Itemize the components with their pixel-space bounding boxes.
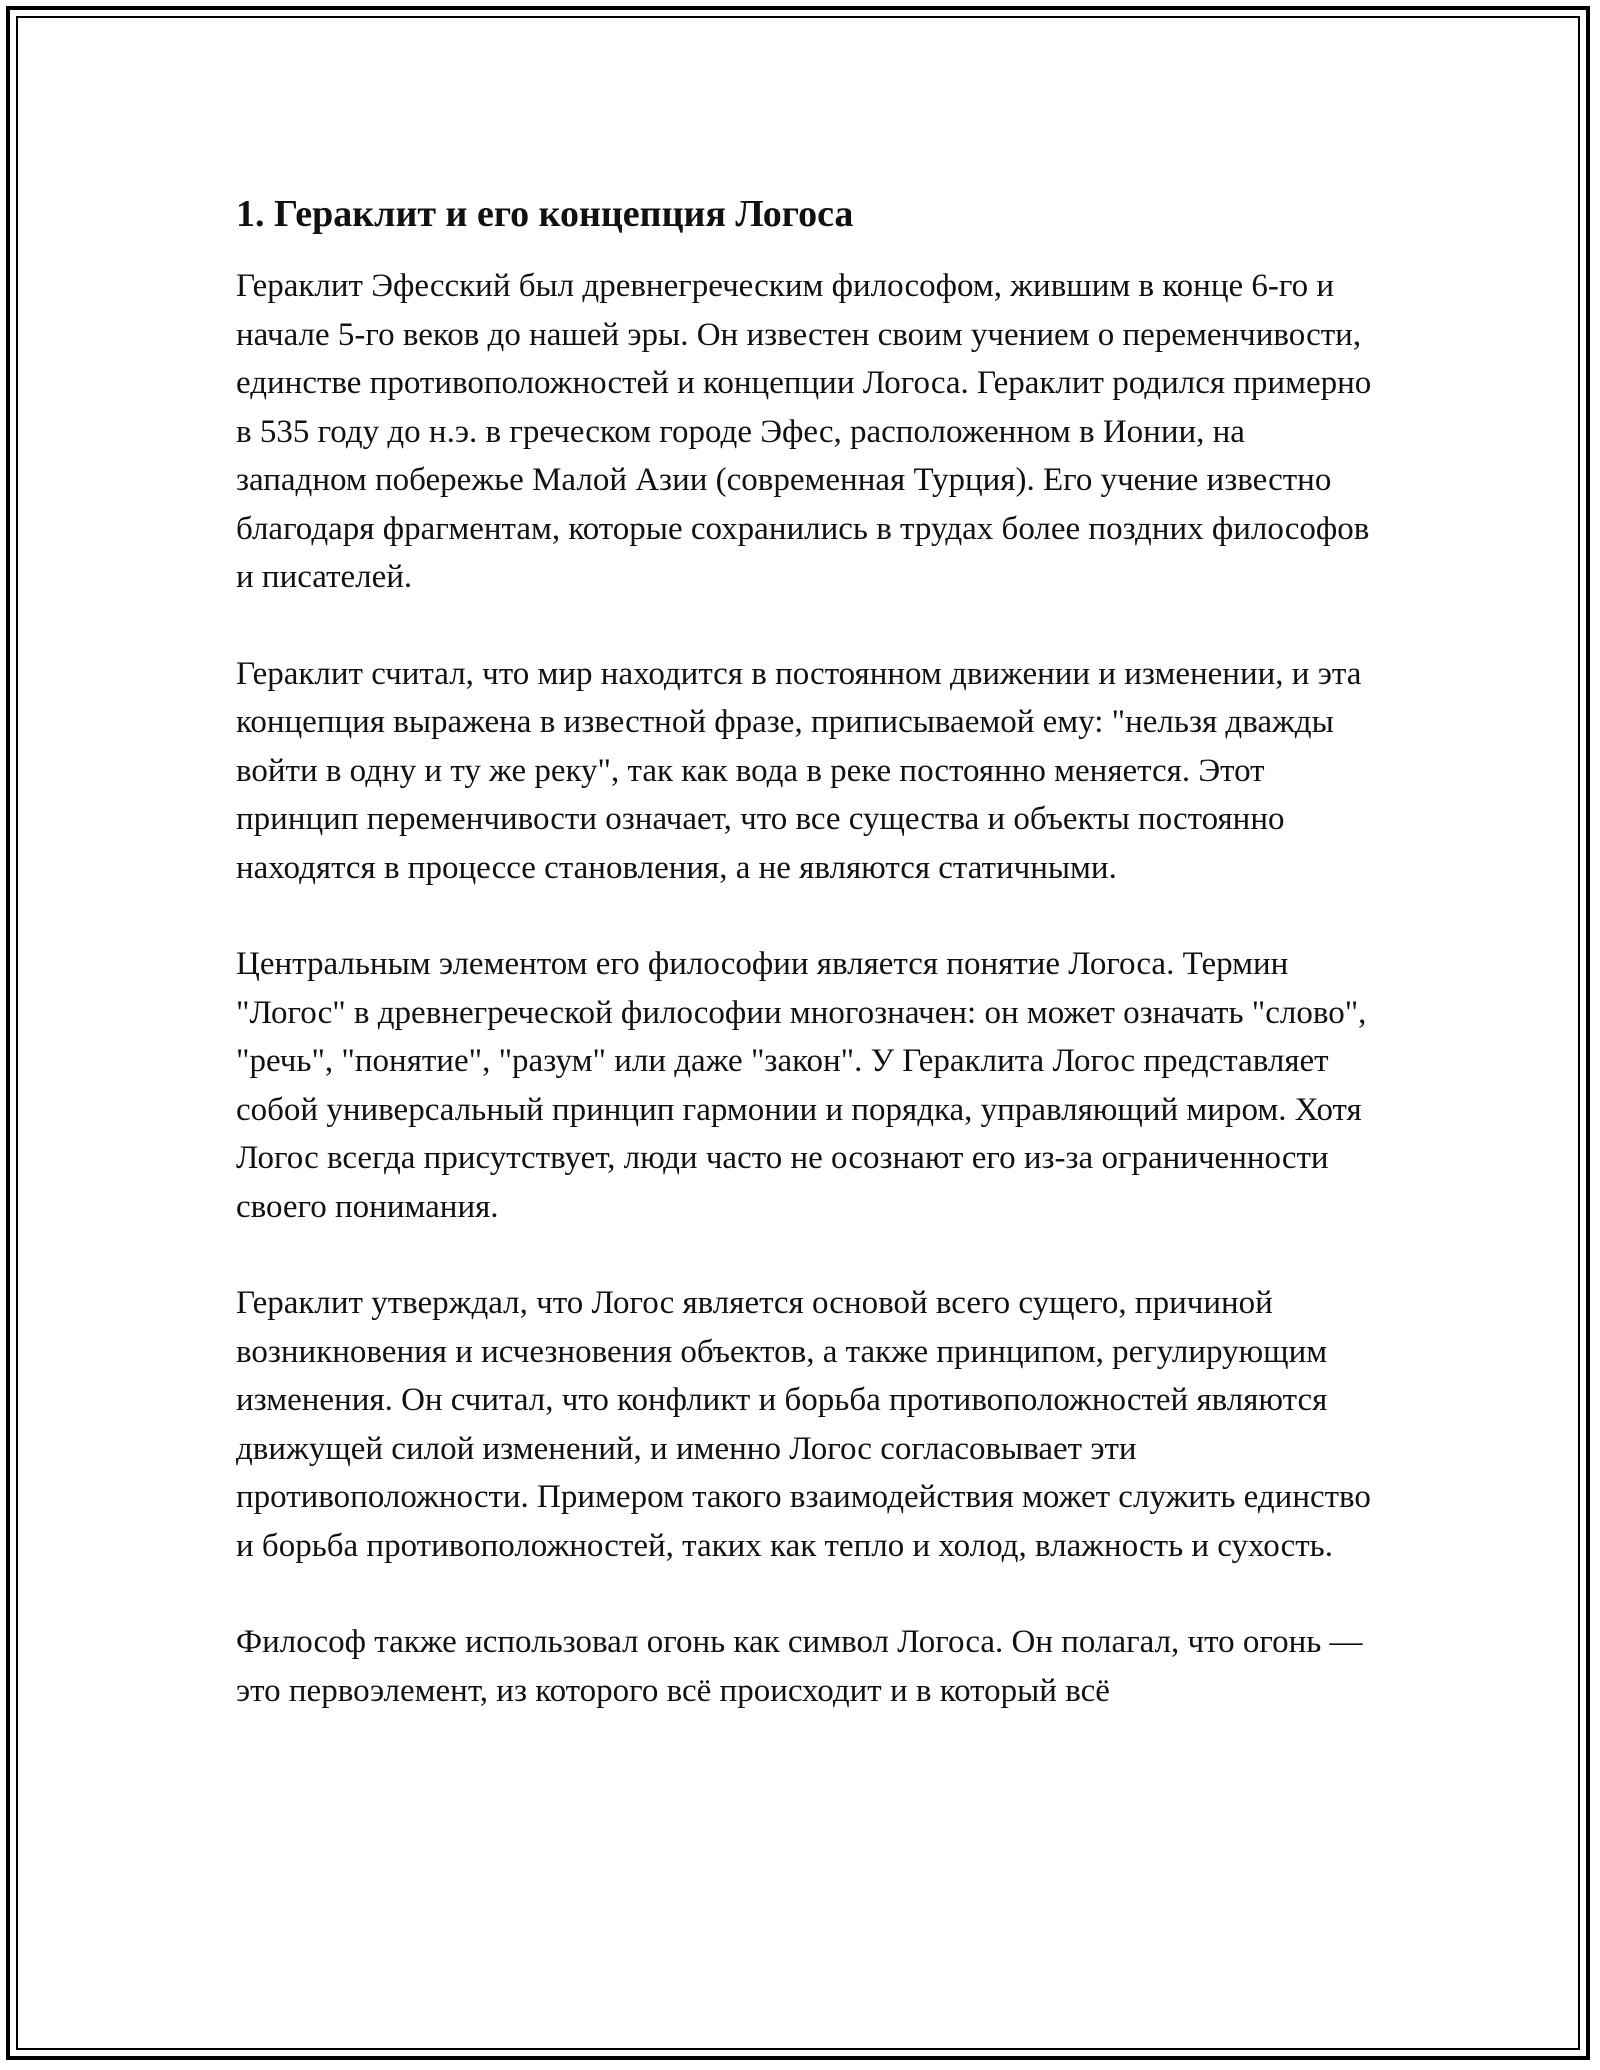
section-heading: 1. Гераклит и его концепция Логоса [236, 193, 854, 235]
document-body [236, 188, 1376, 1715]
paragraph-4: Гераклит утверждал, что Логос является основой всего сущего, причиной возникновения и исчезновения объектов, а также принципом, регулирующим изменения. Он считал, что конфликт и борьба противоположностей являются движущей силой изменений, и именно Логос согласовывает эти противоположности. Примером такого взаимодействия может служить единство и борьба противоположностей, таких как тепло и холод, влажность и сухость. [236, 1285, 1371, 1564]
paragraph-2: Гераклит считал, что мир находится в постоянном движении и изменении, и эта концепция выражена в известной фразе, приписываемой ему: "нельзя дважды войти в одну и ту же реку", так как вода в реке постоянно меняется. Этот принцип переменчивости означает, что все существа и объекты постоянно находятся в процессе становления, а не являются статичными. [236, 655, 1362, 886]
paragraph-3: Центральным элементом его философии является понятие Логоса. Термин "Логос" в древнегреческой философии многозначен: он может означать "слово", "речь", "понятие", "разум" или даже "закон". У Гераклита Логос представляет собой универсальный принцип гармонии и порядка, управляющий миром. Хотя Логос всегда присутствует, люди часто не осознают его из-за ограниченности своего понимания. [236, 946, 1367, 1225]
paragraph-5: Философ также использовал огонь как символ Логоса. Он полагал, что огонь — это первоэлемент, из которого всё происходит и в который всё [236, 1624, 1363, 1709]
paragraph-1: Гераклит Эфесский был древнегреческим философом, жившим в конце 6-го и начале 5-го веков до нашей эры. Он известен своим учением о переменчивости, единстве противоположностей и концепции Логоса. Гераклит родился примерно в 535 году до н.э. в греческом городе Эфес, расположенном в Ионии, на западном побережье Малой Азии (современная Турция). Его учение известно благодаря фрагментам, которые сохранились в трудах более поздних философов и писателей. [236, 268, 1372, 595]
